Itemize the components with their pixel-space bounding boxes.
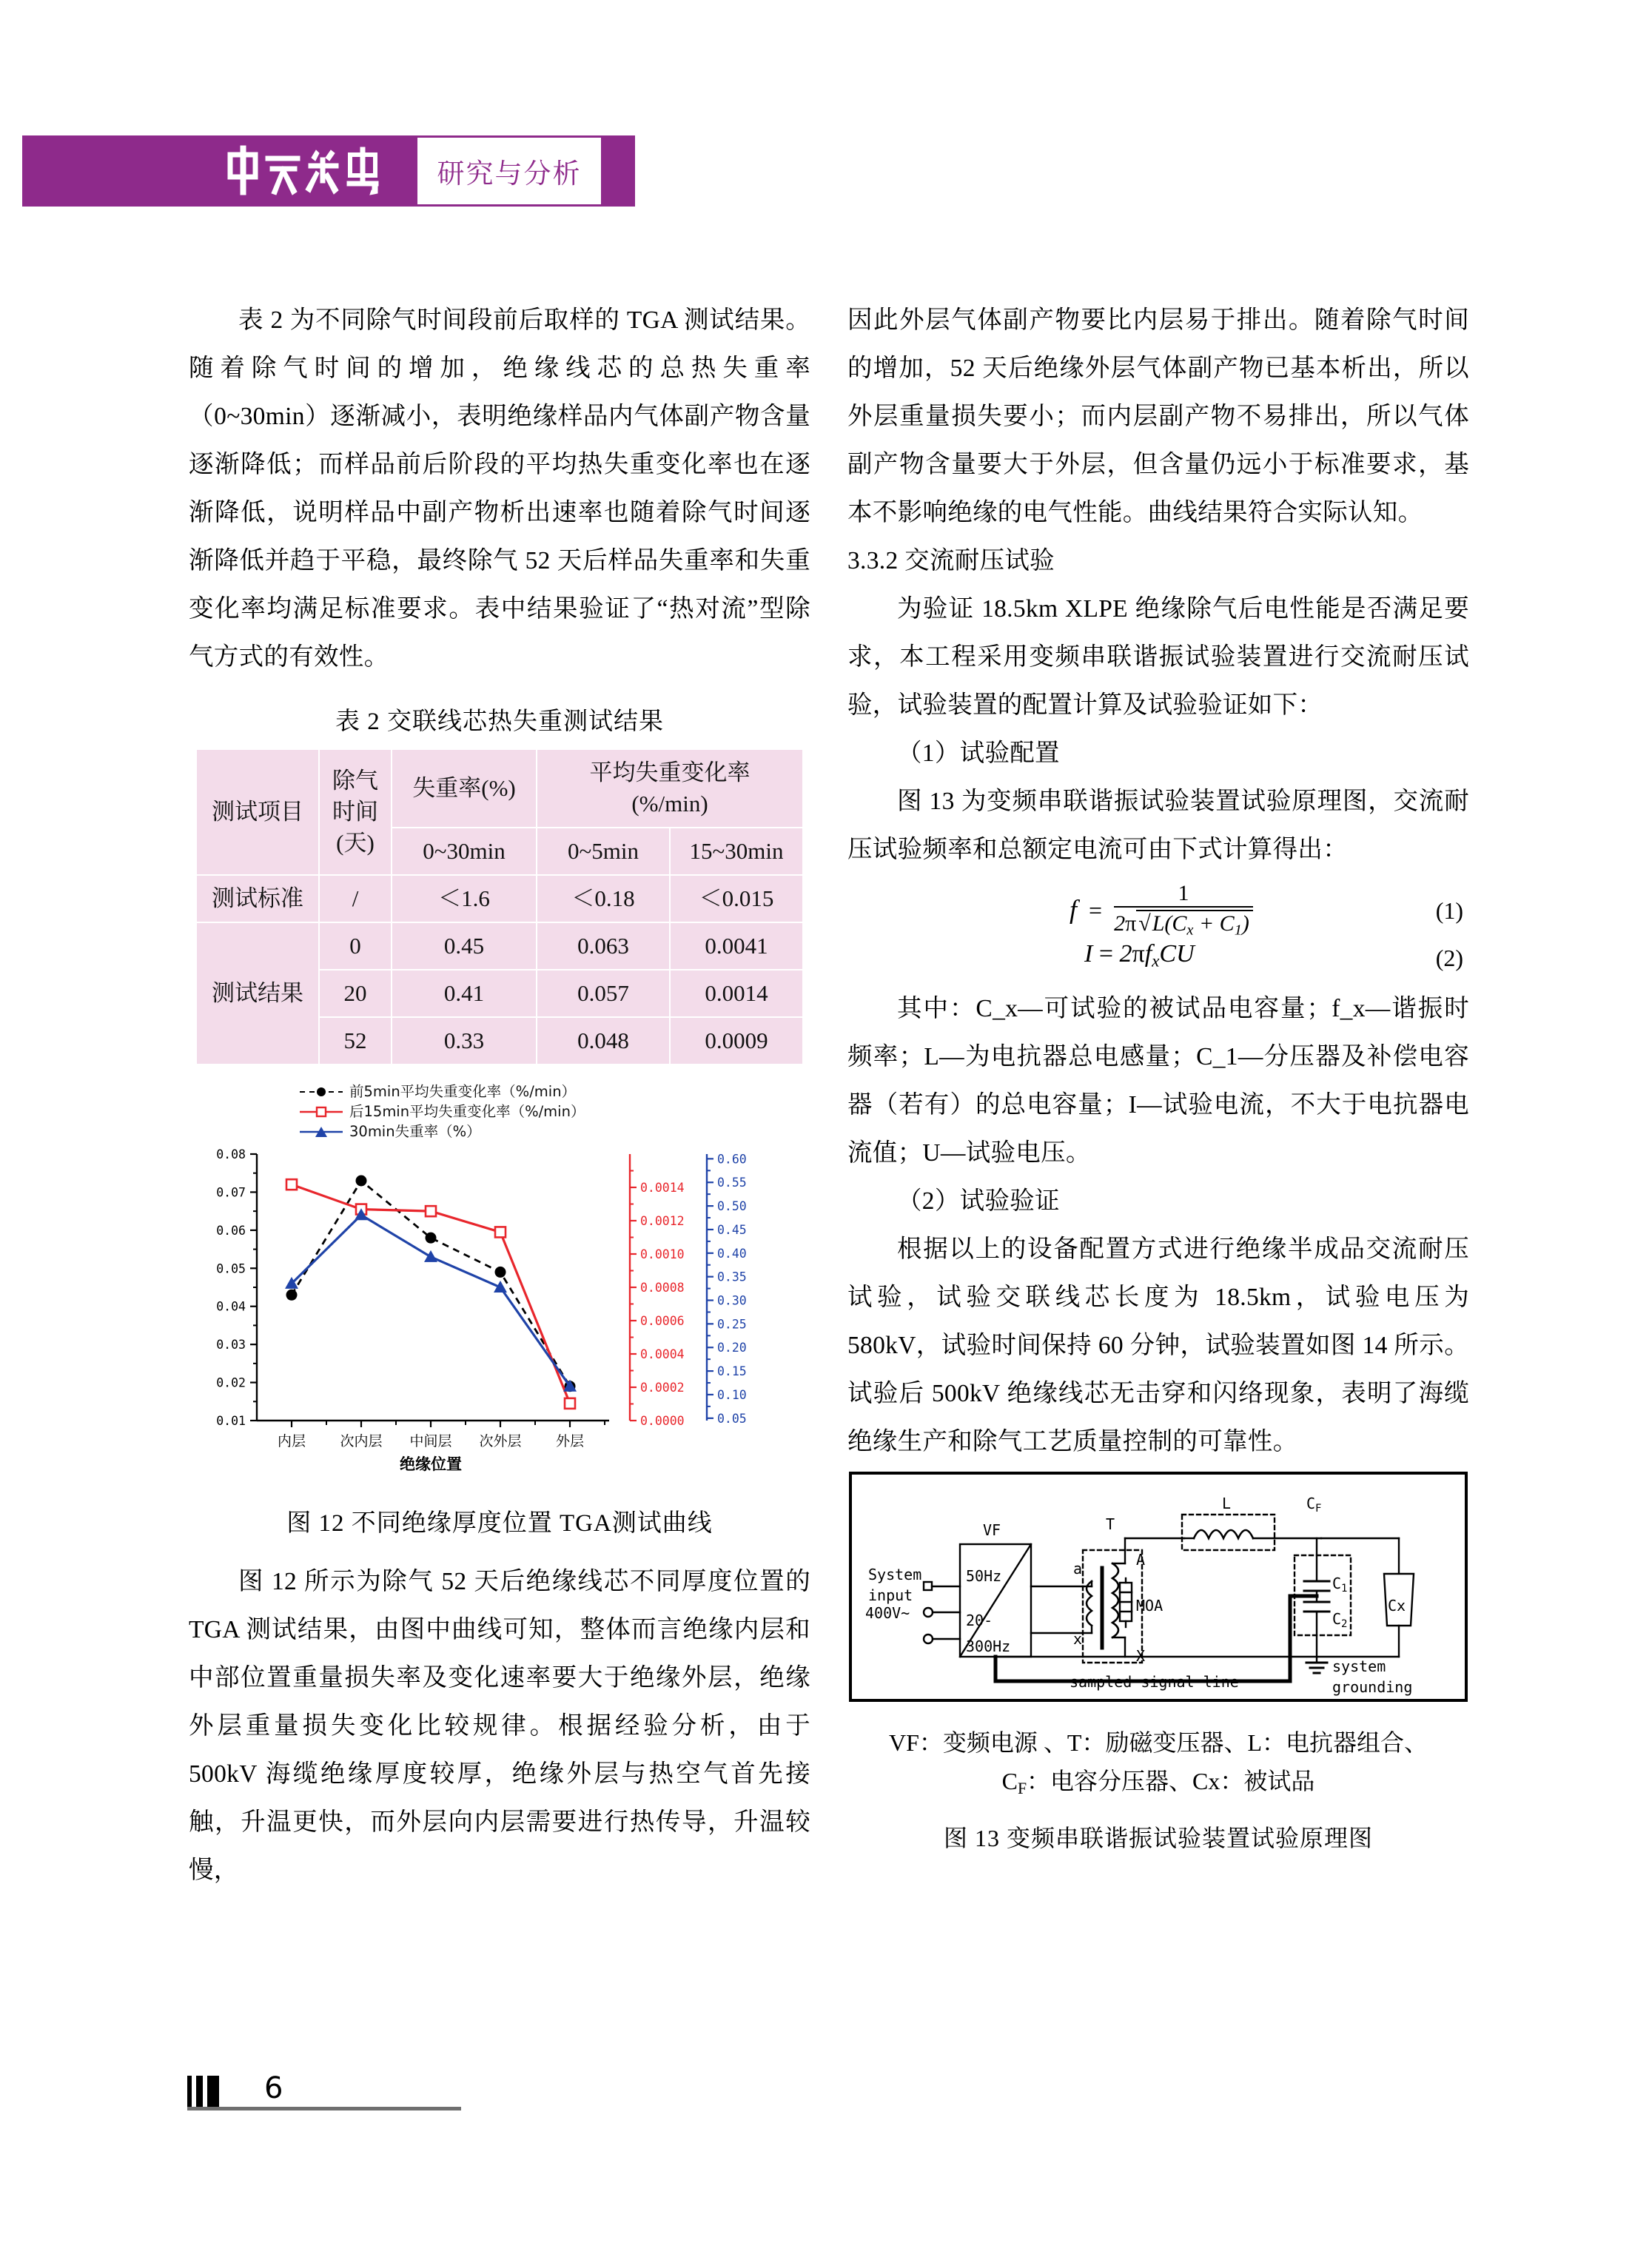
circuit-label-grounding-1: system [1332, 1657, 1386, 1675]
chart-red-axis-label: 0.0010 [640, 1247, 685, 1261]
legend-label-blue: 30min失重率（%） [349, 1123, 481, 1140]
circuit-label-system-input-line2: input [868, 1586, 913, 1604]
tga-chart [189, 1082, 810, 1496]
table-cell-day: 52 [319, 1017, 392, 1064]
chart-ytick-label: 0.03 [216, 1338, 246, 1352]
circuit-label-transformer: T [1106, 1515, 1115, 1533]
chart-xtick-label: 中间层 [409, 1433, 452, 1449]
legend-marker-filled-triangle-icon [300, 1124, 343, 1139]
right-paragraph-1: 因此外层气体副产物要比内层易于排出。随着除气时间的增加，52 天后绝缘外层气体副产物已基本析出，所以外层重量损失要小；而内层副产物不易排出，所以气体副产物含量要大于外层，但含量仍远小于标准要求，基本不影响绝缘的电气性能。曲线结果符合实际认知。 [847, 306, 1469, 526]
figure-13-caption: 图 13 变频串联谐振试验装置试验原理图 [943, 1825, 1373, 1852]
chart-data-point [426, 1233, 437, 1244]
chart-blue-axis-label: 0.25 [717, 1317, 747, 1332]
right-column [847, 296, 1469, 1854]
table-subheader-0-5: 0~5min [537, 828, 670, 875]
circuit-label-vf-out-1: 20- [966, 1612, 993, 1629]
table-header-degas-time: 除气 时间 (天) [319, 749, 392, 875]
legend-marker-open-square-icon [300, 1104, 343, 1119]
table-row [196, 875, 803, 922]
tga-results-table [195, 748, 804, 1065]
chart-data-point [356, 1176, 367, 1187]
table-cell-r2: ＜0.015 [670, 875, 803, 922]
section-heading-332: 3.3.2 交流耐压试验 [847, 547, 1055, 574]
brand-logo [220, 141, 390, 201]
right-paragraph-4: 其中：C_x—可试验的被试品电容量；f_x—谐振时频率；L—为电抗器总电感量；C_1—分压器及补偿电容器（若有）的总电容量；I—试验电流，不大于电抗器电流值；U—试验电压。 [847, 995, 1469, 1167]
chart-blue-axis-label: 0.15 [717, 1364, 747, 1379]
chart-blue-axis-label: 0.50 [717, 1199, 747, 1214]
footer-rule [187, 2107, 461, 2110]
chart-blue-axis-label: 0.05 [717, 1411, 747, 1426]
circuit-legend [847, 1723, 1469, 1808]
table-caption: 表 2 交联线芯热失重测试结果 [335, 708, 664, 735]
table-cell-r1: ＜0.18 [537, 875, 670, 922]
legend-marker-filled-circle-icon [300, 1084, 343, 1099]
chart-ytick-label: 0.05 [216, 1261, 246, 1276]
chart-ytick-label: 0.08 [216, 1147, 246, 1161]
chart-blue-axis-label: 0.45 [717, 1222, 747, 1237]
chart-red-axis-label: 0.0014 [640, 1181, 685, 1195]
legend-entry-blue [300, 1122, 585, 1141]
chart-data-point [495, 1227, 506, 1237]
page-footer [187, 2071, 498, 2119]
circuit-label-c1: $C_1$ [1332, 1575, 1348, 1595]
chart-red-axis-label: 0.0008 [640, 1281, 685, 1295]
chart-data-point [495, 1267, 506, 1278]
chart-red-axis-label: 0.0002 [640, 1381, 685, 1395]
chart-data-point [426, 1206, 436, 1216]
chart-blue-axis-label: 0.10 [717, 1387, 747, 1402]
circuit-label-terminal-A: A [1136, 1551, 1146, 1569]
table-cell-loss: 0.33 [392, 1017, 537, 1064]
chart-data-point [424, 1250, 437, 1262]
list-item-2: （2）试验验证 [897, 1187, 1060, 1215]
circuit-label-vf-out-2: 300Hz [966, 1637, 1011, 1655]
chart-red-axis-label: 0.0004 [640, 1347, 685, 1361]
figure-12-caption: 图 12 不同绝缘厚度位置 TGA测试曲线 [286, 1510, 713, 1537]
table-row-label: 测试标准 [196, 875, 319, 922]
table-cell-r2: 0.0041 [670, 922, 803, 970]
formula-2-number: (2) [1435, 945, 1463, 971]
chart-xaxis-label: 绝缘位置 [400, 1455, 462, 1473]
chart-blue-axis-label: 0.30 [717, 1293, 747, 1308]
table-cell-r1: 0.057 [537, 970, 670, 1017]
table-cell-r2: 0.0009 [670, 1017, 803, 1064]
chart-blue-axis-label: 0.40 [717, 1246, 747, 1261]
circuit-label-moa: MOA [1136, 1597, 1164, 1615]
circuit-label-sampled-line: sampled signal line [1070, 1673, 1239, 1691]
circuit-legend-line-2: $C_F$：电容分压器、Cx：被试品 [1001, 1768, 1315, 1798]
chart-legend [300, 1082, 585, 1141]
formula-2: $I = 2\pi f_xCU$ [1084, 940, 1195, 971]
chart-data-point [286, 1179, 297, 1190]
table-cell-loss: ＜1.6 [392, 875, 537, 922]
chart-xtick-label: 次内层 [340, 1433, 383, 1449]
chart-data-point [494, 1281, 507, 1293]
table-cell-day: 20 [319, 970, 392, 1017]
legend-entry-red [300, 1102, 585, 1122]
chart-xtick-label: 外层 [555, 1433, 585, 1449]
left-paragraph-1: 表 2 为不同除气时间段前后取样的 TGA 测试结果。随着除气时间的增加，绝缘线芯的总热失重率（0~30min）逐渐减小，表明绝缘样品内气体副产物含量逐渐降低；而样品前后阶段的平均热失重变化率也在逐渐降低，说明样品中副产物析出速率也随着除气时间逐渐降低并趋于平稳，最终除气 52 天后样品失重率和失重变化率均满足标准要求。表中结果验证了“热对流”型除气方式的有效性。 [189, 306, 810, 671]
legend-label-red: 后15min平均失重变化率（%/min） [349, 1103, 585, 1120]
header-section-tag [415, 135, 603, 207]
circuit-label-vf-in: 50Hz [966, 1567, 1002, 1585]
chart-xtick-label: 次外层 [479, 1433, 522, 1449]
table-subheader-0-30: 0~30min [392, 828, 537, 875]
circuit-label-cf: $C_F$ [1306, 1495, 1322, 1515]
chart-ytick-label: 0.07 [216, 1185, 246, 1200]
circuit-label-terminal-X: X [1136, 1647, 1146, 1665]
table-header-avg-change: 平均失重变化率 (%/min) [537, 749, 803, 828]
chart-series-line [292, 1184, 570, 1404]
table-header-row-1 [196, 749, 803, 828]
circuit-diagram [847, 1470, 1469, 1707]
table-cell-day: 0 [319, 922, 392, 970]
table-cell-r1: 0.048 [537, 1017, 670, 1064]
circuit-label-c2: $C_2$ [1332, 1610, 1348, 1630]
formula-1-number: (1) [1435, 897, 1463, 924]
footer-bars-icon [187, 2074, 224, 2107]
chart-red-axis-label: 0.0012 [640, 1214, 685, 1228]
chart-ytick-label: 0.01 [216, 1414, 246, 1428]
chart-data-point [565, 1398, 575, 1409]
circuit-label-terminal-a: a [1073, 1560, 1083, 1578]
chart-xtick-label: 内层 [277, 1433, 306, 1449]
list-item-1: （1）试验配置 [897, 740, 1060, 767]
table-subheader-15-30: 15~30min [670, 828, 803, 875]
circuit-label-terminal-x: x [1073, 1630, 1083, 1648]
legend-entry-black [300, 1082, 585, 1102]
circuit-label-grounding-2: grounding [1332, 1678, 1413, 1696]
chart-blue-axis-label: 0.20 [717, 1341, 747, 1355]
chart-data-point [286, 1290, 298, 1301]
circuit-label-voltage: 400V~ [865, 1604, 910, 1622]
chart-red-axis-label: 0.0006 [640, 1314, 685, 1328]
chart-ytick-label: 0.04 [216, 1299, 246, 1314]
table-cell-day: / [319, 875, 392, 922]
chart-blue-axis-label: 0.55 [717, 1176, 747, 1190]
chart-blue-axis-label: 0.35 [717, 1270, 747, 1284]
formula-1: f = $\frac{1}{2\pi √L(C_x + C_1)}$ [1070, 881, 1253, 945]
table-row-label-results: 测试结果 [196, 922, 319, 1064]
circuit-legend-line-1: VF：变频电源 、T：励磁变压器、L：电抗器组合、 [888, 1729, 1428, 1756]
right-paragraph-2: 为验证 18.5km XLPE 绝缘除气后电性能是否满足要求，本工程采用变频串联谐振试验装置进行交流耐压试验，试验装置的配置计算及试验验证如下： [847, 595, 1469, 719]
formula-block [847, 878, 1469, 982]
table-cell-r2: 0.0014 [670, 970, 803, 1017]
circuit-label-vf: VF [983, 1521, 1001, 1539]
chart-plot [189, 1145, 810, 1478]
left-column [189, 296, 810, 1894]
circuit-label-cx: Cx [1388, 1597, 1406, 1615]
chart-red-axis-label: 0.0000 [640, 1414, 685, 1428]
table-cell-loss: 0.45 [392, 922, 537, 970]
legend-label-black: 前5min平均失重变化率（%/min） [349, 1083, 577, 1100]
chart-ytick-label: 0.02 [216, 1375, 246, 1390]
chart-blue-axis-label: 0.60 [717, 1152, 747, 1167]
left-paragraph-2: 图 12 所示为除气 52 天后绝缘线芯不同厚度位置的 TGA 测试结果，由图中曲线可知，整体而言绝缘内层和中部位置重量损失率及变化速率要大于绝缘外层，绝缘外层重量损失变化比较规律。根据经验分析，由于 500kV 海缆绝缘厚度较厚，绝缘外层与热空气首先接触，升温更快，而外层向内层需要进行热传导，升温较慢， [189, 1568, 810, 1884]
circuit-label-system-input-line1: System [868, 1566, 922, 1583]
chart-ytick-label: 0.06 [216, 1223, 246, 1238]
right-paragraph-5: 根据以上的设备配置方式进行绝缘半成品交流耐压试验，试验交联线芯长度为 18.5km，试验电压为 580kV，试验时间保持 60 分钟，试验装置如图 14 所示。试验后 500kV 绝缘线芯无击穿和闪络现象，表明了海缆绝缘生产和除气工艺质量控制的可靠性。 [847, 1236, 1469, 1455]
table-header-loss-rate: 失重率(%) [392, 749, 537, 828]
circuit-label-inductor: L [1222, 1495, 1232, 1512]
page-number: 6 [264, 2071, 283, 2105]
table-cell-r1: 0.063 [537, 922, 670, 970]
table-cell-loss: 0.41 [392, 970, 537, 1017]
table-header-item: 测试项目 [196, 749, 319, 875]
header-section-tag-label: 研究与分析 [437, 158, 582, 190]
table-row [196, 922, 803, 970]
right-paragraph-3: 图 13 为变频串联谐振试验装置试验原理图，交流耐压试验频率和总额定电流可由下式计算得出： [847, 788, 1469, 863]
